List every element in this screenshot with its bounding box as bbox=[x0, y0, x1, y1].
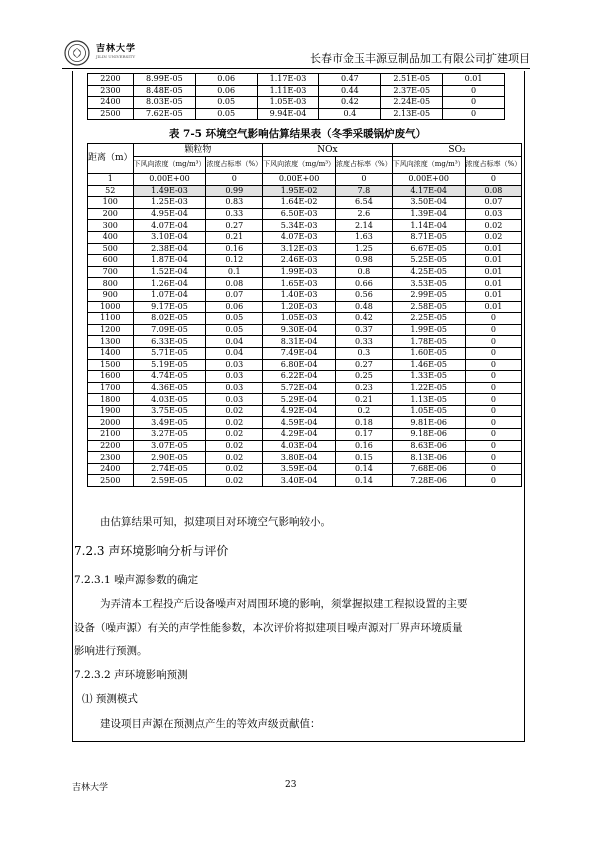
table-row bbox=[88, 243, 522, 255]
value-cell: 4.25E-05 bbox=[392, 266, 465, 278]
table-row bbox=[88, 197, 522, 209]
value-cell: 6.22E-04 bbox=[263, 371, 336, 383]
value-cell: 0.05 bbox=[195, 108, 257, 120]
value-cell: 0.17 bbox=[336, 429, 393, 441]
distance-cell: 1 bbox=[88, 174, 134, 186]
value-cell: 0 bbox=[465, 347, 522, 359]
distance-cell: 2300 bbox=[88, 452, 134, 464]
group-header-particulate: 颗粒物 bbox=[133, 144, 263, 157]
distance-cell: 100 bbox=[88, 197, 134, 209]
table-row bbox=[88, 394, 522, 406]
value-cell: 1.46E-05 bbox=[392, 359, 465, 371]
table-row bbox=[88, 231, 522, 243]
value-cell: 0.14 bbox=[336, 475, 393, 487]
value-cell: 0 bbox=[443, 85, 505, 97]
value-cell: 0.3 bbox=[336, 347, 393, 359]
value-cell: 8.99E-05 bbox=[133, 74, 195, 86]
value-cell: 1.07E-04 bbox=[133, 289, 206, 301]
value-cell: 1.33E-05 bbox=[392, 371, 465, 383]
distance-cell: 900 bbox=[88, 289, 134, 301]
value-cell: 1.25E-03 bbox=[133, 197, 206, 209]
value-cell: 2.6 bbox=[336, 208, 393, 220]
value-cell: 0.01 bbox=[465, 289, 522, 301]
value-cell: 0.8 bbox=[336, 266, 393, 278]
value-cell: 3.49E-05 bbox=[133, 417, 206, 429]
value-cell: 1.52E-04 bbox=[133, 266, 206, 278]
distance-cell: 600 bbox=[88, 255, 134, 267]
paragraph-line-3: 影响进行预测。 bbox=[74, 645, 148, 657]
distance-cell: 1700 bbox=[88, 382, 134, 394]
value-cell: 3.27E-05 bbox=[133, 429, 206, 441]
value-cell: 9.18E-06 bbox=[392, 429, 465, 441]
table-row bbox=[88, 359, 522, 371]
value-cell: 2.74E-05 bbox=[133, 463, 206, 475]
table-row bbox=[88, 429, 522, 441]
value-cell: 0 bbox=[443, 97, 505, 109]
value-cell: 0 bbox=[465, 382, 522, 394]
distance-cell: 1000 bbox=[88, 301, 134, 313]
footer-university: 吉林大学 bbox=[72, 783, 109, 793]
distance-cell: 2000 bbox=[88, 417, 134, 429]
value-cell: 4.03E-04 bbox=[263, 440, 336, 452]
table-row bbox=[88, 324, 522, 336]
value-cell: 2.51E-05 bbox=[381, 74, 443, 86]
value-cell: 0 bbox=[465, 359, 522, 371]
value-cell: 1.87E-04 bbox=[133, 255, 206, 267]
distance-cell: 2500 bbox=[88, 108, 134, 120]
distance-cell: 2400 bbox=[88, 463, 134, 475]
distance-cell: 1200 bbox=[88, 324, 134, 336]
value-cell: 0.03 bbox=[206, 394, 263, 406]
value-cell: 1.14E-04 bbox=[392, 220, 465, 232]
value-cell: 8.71E-05 bbox=[392, 231, 465, 243]
distance-cell: 1400 bbox=[88, 347, 134, 359]
table-row bbox=[88, 266, 522, 278]
value-cell: 8.02E-05 bbox=[133, 313, 206, 325]
value-cell: 6.67E-05 bbox=[392, 243, 465, 255]
value-cell: 0.06 bbox=[195, 85, 257, 97]
value-cell: 3.80E-04 bbox=[263, 452, 336, 464]
distance-cell: 800 bbox=[88, 278, 134, 290]
value-cell: 0.02 bbox=[206, 417, 263, 429]
value-cell: 2.58E-05 bbox=[392, 301, 465, 313]
value-cell: 0.03 bbox=[206, 371, 263, 383]
value-cell: 5.72E-04 bbox=[263, 382, 336, 394]
table-row bbox=[88, 440, 522, 452]
distance-cell: 2400 bbox=[88, 97, 134, 109]
value-cell: 6.33E-05 bbox=[133, 336, 206, 348]
value-cell: 0 bbox=[336, 174, 393, 186]
value-cell: 2.24E-05 bbox=[381, 97, 443, 109]
table-row bbox=[88, 347, 522, 359]
value-cell: 1.20E-03 bbox=[263, 301, 336, 313]
value-cell: 0 bbox=[465, 336, 522, 348]
value-cell: 0.01 bbox=[465, 278, 522, 290]
value-cell: 7.8 bbox=[336, 185, 393, 197]
conclusion-text: 由估算结果可知，拟建项目对环境空气影响较小。 bbox=[100, 516, 331, 528]
value-cell: 0.01 bbox=[465, 301, 522, 313]
value-cell: 0.98 bbox=[336, 255, 393, 267]
table-row bbox=[88, 74, 505, 86]
subheader-concentration: 下风向浓度（mg/m³） bbox=[263, 157, 336, 174]
value-cell: 1.64E-02 bbox=[263, 197, 336, 209]
value-cell: 1.13E-05 bbox=[392, 394, 465, 406]
header-title: 长春市金玉丰源豆制品加工有限公司扩建项目 bbox=[310, 52, 530, 65]
value-cell: 0.25 bbox=[336, 371, 393, 383]
value-cell: 0.16 bbox=[336, 440, 393, 452]
value-cell: 0.04 bbox=[206, 347, 263, 359]
value-cell: 8.48E-05 bbox=[133, 85, 195, 97]
value-cell: 0 bbox=[465, 417, 522, 429]
value-cell: 0.37 bbox=[336, 324, 393, 336]
value-cell: 2.90E-05 bbox=[133, 452, 206, 464]
value-cell: 4.59E-04 bbox=[263, 417, 336, 429]
value-cell: 1.26E-04 bbox=[133, 278, 206, 290]
section-heading-7-2-3-2: 7.2.3.2 声环境影响预测 bbox=[74, 669, 188, 681]
value-cell: 3.59E-04 bbox=[263, 463, 336, 475]
distance-cell: 1800 bbox=[88, 394, 134, 406]
value-cell: 3.75E-05 bbox=[133, 405, 206, 417]
table-row bbox=[88, 452, 522, 464]
value-cell: 7.68E-06 bbox=[392, 463, 465, 475]
value-cell: 0 bbox=[465, 371, 522, 383]
table-row bbox=[88, 417, 522, 429]
distance-header: 距离（m） bbox=[88, 144, 134, 174]
distance-cell: 200 bbox=[88, 208, 134, 220]
distance-cell: 300 bbox=[88, 220, 134, 232]
value-cell: 0.42 bbox=[319, 97, 381, 109]
subheader-concentration: 下风向浓度（mg/m³） bbox=[133, 157, 206, 174]
value-cell: 3.40E-04 bbox=[263, 475, 336, 487]
value-cell: 0.02 bbox=[465, 231, 522, 243]
value-cell: 0.44 bbox=[319, 85, 381, 97]
value-cell: 4.74E-05 bbox=[133, 371, 206, 383]
table-row bbox=[88, 174, 522, 186]
distance-cell: 2200 bbox=[88, 74, 134, 86]
logo-text: 吉林大学 bbox=[96, 44, 137, 54]
value-cell: 0.06 bbox=[195, 74, 257, 86]
value-cell: 0 bbox=[465, 429, 522, 441]
value-cell: 4.07E-03 bbox=[263, 231, 336, 243]
value-cell: 1.17E-03 bbox=[257, 74, 319, 86]
value-cell: 3.12E-03 bbox=[263, 243, 336, 255]
value-cell: 4.03E-05 bbox=[133, 394, 206, 406]
value-cell: 0.33 bbox=[336, 336, 393, 348]
value-cell: 2.13E-05 bbox=[381, 108, 443, 120]
value-cell: 3.50E-04 bbox=[392, 197, 465, 209]
value-cell: 0 bbox=[465, 475, 522, 487]
value-cell: 8.13E-06 bbox=[392, 452, 465, 464]
distance-cell: 2300 bbox=[88, 85, 134, 97]
value-cell: 0.02 bbox=[206, 463, 263, 475]
value-cell: 0.06 bbox=[206, 301, 263, 313]
table-row bbox=[88, 313, 522, 325]
distance-cell: 2500 bbox=[88, 475, 134, 487]
value-cell: 0 bbox=[465, 394, 522, 406]
value-cell: 0 bbox=[465, 463, 522, 475]
table-row bbox=[88, 208, 522, 220]
value-cell: 9.30E-04 bbox=[263, 324, 336, 336]
value-cell: 7.09E-05 bbox=[133, 324, 206, 336]
value-cell: 0.56 bbox=[336, 289, 393, 301]
value-cell: 0.27 bbox=[336, 359, 393, 371]
value-cell: 1.25 bbox=[336, 243, 393, 255]
value-cell: 0.01 bbox=[465, 243, 522, 255]
value-cell: 0.00E+00 bbox=[392, 174, 465, 186]
value-cell: 6.54 bbox=[336, 197, 393, 209]
value-cell: 1.05E-03 bbox=[263, 313, 336, 325]
value-cell: 0.21 bbox=[206, 231, 263, 243]
value-cell: 0.02 bbox=[206, 440, 263, 452]
value-cell: 1.99E-03 bbox=[263, 266, 336, 278]
table-row bbox=[88, 336, 522, 348]
header-rule bbox=[62, 68, 530, 69]
value-cell: 0.03 bbox=[206, 359, 263, 371]
distance-cell: 1300 bbox=[88, 336, 134, 348]
value-cell: 0.05 bbox=[206, 324, 263, 336]
table-row bbox=[88, 97, 505, 109]
paragraph-line-2: 设备（噪声源）有关的声学性能参数，本次评价将拟建项目噪声源对厂界声环境质量 bbox=[74, 622, 463, 634]
distance-cell: 700 bbox=[88, 266, 134, 278]
distance-cell: 400 bbox=[88, 231, 134, 243]
value-cell: 5.25E-05 bbox=[392, 255, 465, 267]
value-cell: 1.49E-03 bbox=[133, 185, 206, 197]
value-cell: 4.36E-05 bbox=[133, 382, 206, 394]
value-cell: 0.05 bbox=[195, 97, 257, 109]
table-row bbox=[88, 405, 522, 417]
distance-cell: 1500 bbox=[88, 359, 134, 371]
value-cell: 4.95E-04 bbox=[133, 208, 206, 220]
section-heading-7-2-3: 7.2.3 声环境影响分析与评价 bbox=[74, 544, 229, 558]
page-header bbox=[62, 38, 530, 68]
value-cell: 5.71E-05 bbox=[133, 347, 206, 359]
value-cell: 1.05E-05 bbox=[392, 405, 465, 417]
group-header-nox: NOx bbox=[263, 144, 393, 157]
value-cell: 0.00E+00 bbox=[133, 174, 206, 186]
value-cell: 0.21 bbox=[336, 394, 393, 406]
value-cell: 2.99E-05 bbox=[392, 289, 465, 301]
value-cell: 0.99 bbox=[206, 185, 263, 197]
value-cell: 3.10E-04 bbox=[133, 231, 206, 243]
value-cell: 0.27 bbox=[206, 220, 263, 232]
value-cell: 2.46E-03 bbox=[263, 255, 336, 267]
value-cell: 9.94E-04 bbox=[257, 108, 319, 120]
table-row bbox=[88, 475, 522, 487]
distance-cell: 1900 bbox=[88, 405, 134, 417]
value-cell: 0.66 bbox=[336, 278, 393, 290]
value-cell: 2.38E-04 bbox=[133, 243, 206, 255]
value-cell: 0.00E+00 bbox=[263, 174, 336, 186]
value-cell: 0 bbox=[443, 108, 505, 120]
value-cell: 0.2 bbox=[336, 405, 393, 417]
paragraph-line-1: 为弄清本工程投产后设备噪声对周围环境的影响，须掌握拟建工程拟设置的主要 bbox=[100, 598, 468, 610]
value-cell: 0.15 bbox=[336, 452, 393, 464]
value-cell: 2.37E-05 bbox=[381, 85, 443, 97]
distance-cell: 52 bbox=[88, 185, 134, 197]
value-cell: 0.08 bbox=[465, 185, 522, 197]
table-row bbox=[88, 278, 522, 290]
estimation-table bbox=[87, 143, 522, 487]
value-cell: 0.33 bbox=[206, 208, 263, 220]
page-number: 23 bbox=[285, 780, 297, 790]
university-seal-icon bbox=[64, 40, 90, 66]
table-row bbox=[88, 185, 522, 197]
value-cell: 2.25E-05 bbox=[392, 313, 465, 325]
value-cell: 1.22E-05 bbox=[392, 382, 465, 394]
table-row bbox=[88, 85, 505, 97]
value-cell: 0.03 bbox=[465, 208, 522, 220]
value-cell: 9.81E-06 bbox=[392, 417, 465, 429]
value-cell: 1.05E-03 bbox=[257, 97, 319, 109]
subheader-percentage: 浓度占标率（%） bbox=[336, 157, 393, 174]
value-cell: 0.01 bbox=[465, 255, 522, 267]
value-cell: 0.23 bbox=[336, 382, 393, 394]
value-cell: 8.31E-04 bbox=[263, 336, 336, 348]
subheader-concentration: 下风向浓度（mg/m³） bbox=[392, 157, 465, 174]
table-row bbox=[88, 371, 522, 383]
value-cell: 5.19E-05 bbox=[133, 359, 206, 371]
value-cell: 0.02 bbox=[206, 475, 263, 487]
value-cell: 0.83 bbox=[206, 197, 263, 209]
value-cell: 0 bbox=[465, 313, 522, 325]
value-cell: 7.49E-04 bbox=[263, 347, 336, 359]
table-row bbox=[88, 220, 522, 232]
value-cell: 1.63 bbox=[336, 231, 393, 243]
value-cell: 0 bbox=[465, 324, 522, 336]
distance-cell: 2200 bbox=[88, 440, 134, 452]
value-cell: 4.07E-04 bbox=[133, 220, 206, 232]
distance-cell: 1600 bbox=[88, 371, 134, 383]
value-cell: 0.03 bbox=[206, 382, 263, 394]
value-cell: 0.47 bbox=[319, 74, 381, 86]
value-cell: 0.01 bbox=[443, 74, 505, 86]
value-cell: 0.02 bbox=[206, 452, 263, 464]
value-cell: 0.48 bbox=[336, 301, 393, 313]
value-cell: 6.50E-03 bbox=[263, 208, 336, 220]
value-cell: 0.08 bbox=[206, 278, 263, 290]
value-cell: 0 bbox=[465, 452, 522, 464]
value-cell: 0.04 bbox=[206, 336, 263, 348]
value-cell: 1.99E-05 bbox=[392, 324, 465, 336]
value-cell: 0.02 bbox=[206, 405, 263, 417]
value-cell: 0 bbox=[465, 440, 522, 452]
distance-cell: 1100 bbox=[88, 313, 134, 325]
distance-cell: 2100 bbox=[88, 429, 134, 441]
value-cell: 9.17E-05 bbox=[133, 301, 206, 313]
logo-subtext: JILIN UNIVERSITY bbox=[96, 54, 136, 59]
value-cell: 3.07E-05 bbox=[133, 440, 206, 452]
value-cell: 2.14 bbox=[336, 220, 393, 232]
value-cell: 0.42 bbox=[336, 313, 393, 325]
section-heading-7-2-3-1: 7.2.3.1 噪声源参数的确定 bbox=[74, 574, 199, 586]
value-cell: 0.01 bbox=[465, 266, 522, 278]
value-cell: 1.39E-04 bbox=[392, 208, 465, 220]
value-cell: 1.95E-02 bbox=[263, 185, 336, 197]
value-cell: 4.17E-04 bbox=[392, 185, 465, 197]
group-header-so2: SO₂ bbox=[392, 144, 522, 157]
value-cell: 1.60E-05 bbox=[392, 347, 465, 359]
value-cell: 2.59E-05 bbox=[133, 475, 206, 487]
table-row bbox=[88, 301, 522, 313]
value-cell: 7.28E-06 bbox=[392, 475, 465, 487]
value-cell: 0.18 bbox=[336, 417, 393, 429]
list-item-prediction-model: ⑴ 预测模式 bbox=[82, 693, 138, 705]
value-cell: 0.02 bbox=[206, 429, 263, 441]
value-cell: 8.03E-05 bbox=[133, 97, 195, 109]
distance-cell: 500 bbox=[88, 243, 134, 255]
subheader-percentage: 浓度占标率（%） bbox=[465, 157, 522, 174]
value-cell: 7.62E-05 bbox=[133, 108, 195, 120]
value-cell: 0 bbox=[465, 405, 522, 417]
table-row bbox=[88, 108, 505, 120]
value-cell: 5.29E-04 bbox=[263, 394, 336, 406]
table-row bbox=[88, 463, 522, 475]
value-cell: 0.07 bbox=[465, 197, 522, 209]
value-cell: 0.05 bbox=[206, 313, 263, 325]
value-cell: 3.53E-05 bbox=[392, 278, 465, 290]
value-cell: 0.14 bbox=[336, 463, 393, 475]
table-caption: 表 7-5 环境空气影响估算结果表（冬季采暖锅炉废气） bbox=[168, 128, 427, 140]
value-cell: 1.78E-05 bbox=[392, 336, 465, 348]
value-cell: 0.12 bbox=[206, 255, 263, 267]
value-cell: 5.34E-03 bbox=[263, 220, 336, 232]
value-cell: 6.80E-04 bbox=[263, 359, 336, 371]
table-row bbox=[88, 382, 522, 394]
subheader-percentage: 浓度占标率（%） bbox=[206, 157, 263, 174]
value-cell: 0.16 bbox=[206, 243, 263, 255]
continued-table bbox=[87, 73, 505, 120]
value-cell: 0 bbox=[465, 174, 522, 186]
table-row bbox=[88, 255, 522, 267]
value-cell: 0.07 bbox=[206, 289, 263, 301]
value-cell: 0.02 bbox=[465, 220, 522, 232]
value-cell: 0.4 bbox=[319, 108, 381, 120]
table-row bbox=[88, 289, 522, 301]
value-cell: 0.1 bbox=[206, 266, 263, 278]
value-cell: 4.92E-04 bbox=[263, 405, 336, 417]
value-cell: 1.65E-03 bbox=[263, 278, 336, 290]
formula-intro-text: 建设项目声源在预测点产生的等效声级贡献值： bbox=[100, 718, 321, 730]
value-cell: 8.63E-06 bbox=[392, 440, 465, 452]
value-cell: 4.29E-04 bbox=[263, 429, 336, 441]
value-cell: 0 bbox=[206, 174, 263, 186]
value-cell: 1.11E-03 bbox=[257, 85, 319, 97]
value-cell: 1.40E-03 bbox=[263, 289, 336, 301]
